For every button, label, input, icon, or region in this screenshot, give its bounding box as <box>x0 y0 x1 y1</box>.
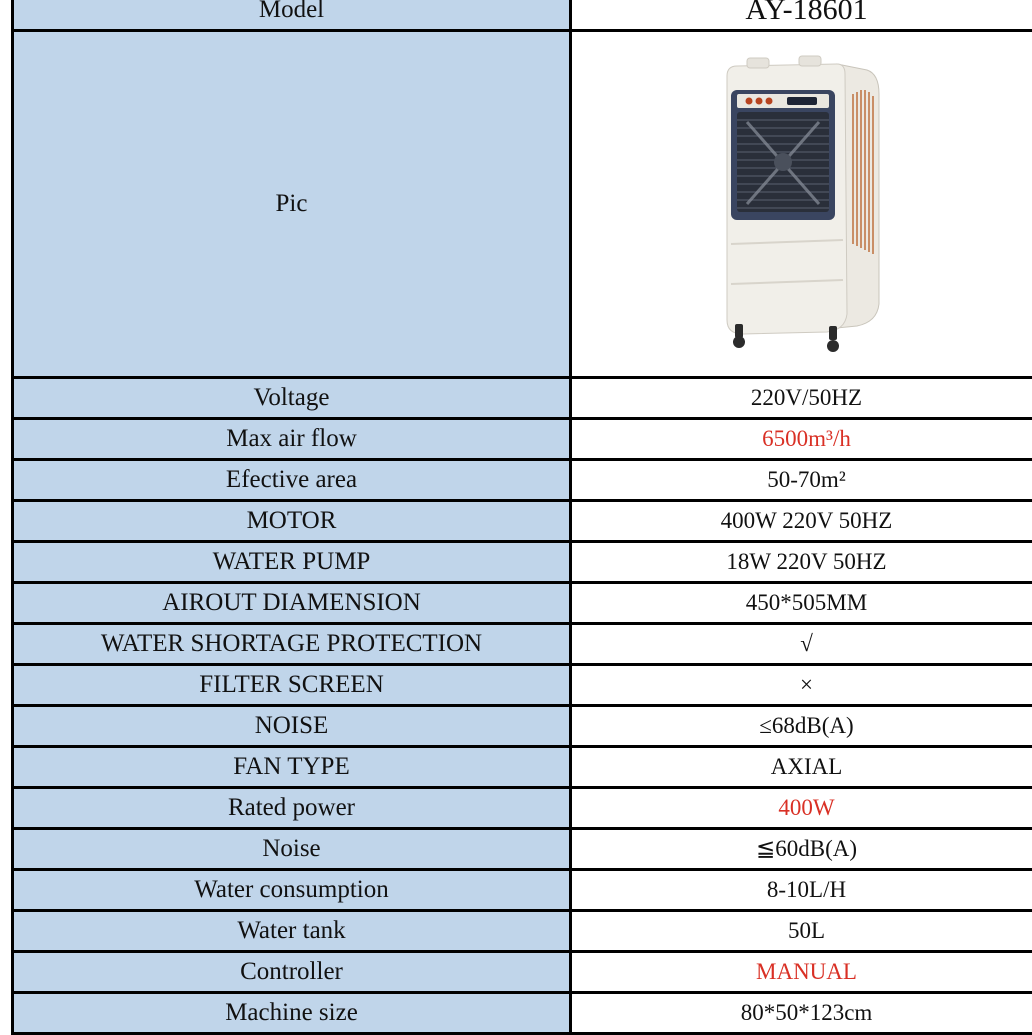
spec-row <box>13 419 1032 460</box>
spec-value: AXIAL <box>571 747 1032 788</box>
spec-label: Water consumption <box>13 870 571 911</box>
spec-label: WATER PUMP <box>13 542 571 583</box>
spec-label: AIROUT DIAMENSION <box>13 583 571 624</box>
spec-label: Noise <box>13 829 571 870</box>
spec-label: Rated power <box>13 788 571 829</box>
spec-value: 18W 220V 50HZ <box>571 542 1032 583</box>
spec-label: Machine size <box>13 993 571 1034</box>
spec-row <box>13 870 1032 911</box>
spec-row <box>13 788 1032 829</box>
model-row <box>13 0 1032 31</box>
spec-label: Water tank <box>13 911 571 952</box>
spec-row <box>13 747 1032 788</box>
spec-label: Controller <box>13 952 571 993</box>
pic-row <box>13 31 1032 378</box>
spec-row <box>13 583 1032 624</box>
spec-value: 6500m³/h <box>571 419 1032 460</box>
spec-table <box>11 0 1032 1035</box>
spec-row <box>13 542 1032 583</box>
air-cooler-photo <box>717 54 897 354</box>
pic-cell <box>571 31 1032 378</box>
pic-label: Pic <box>13 31 571 378</box>
spec-row <box>13 706 1032 747</box>
spec-value: 50-70m² <box>571 460 1032 501</box>
spec-row <box>13 665 1032 706</box>
spec-label: Efective area <box>13 460 571 501</box>
spec-row <box>13 624 1032 665</box>
spec-value: MANUAL <box>571 952 1032 993</box>
spec-value: 220V/50HZ <box>571 378 1032 419</box>
spec-value: 8-10L/H <box>571 870 1032 911</box>
spec-row <box>13 378 1032 419</box>
spec-label: WATER SHORTAGE PROTECTION <box>13 624 571 665</box>
spec-table-body <box>13 0 1032 1034</box>
spec-value: √ <box>571 624 1032 665</box>
spec-value: × <box>571 665 1032 706</box>
spec-value: 400W 220V 50HZ <box>571 501 1032 542</box>
spec-label: MOTOR <box>13 501 571 542</box>
spec-row <box>13 993 1032 1034</box>
spec-row <box>13 501 1032 542</box>
spec-value: 80*50*123cm <box>571 993 1032 1034</box>
spec-value: 400W <box>571 788 1032 829</box>
spec-label: FAN TYPE <box>13 747 571 788</box>
spec-row <box>13 460 1032 501</box>
model-value: AY-18601 <box>571 0 1032 31</box>
spec-label: FILTER SCREEN <box>13 665 571 706</box>
model-label: Model <box>13 0 571 31</box>
spec-label: NOISE <box>13 706 571 747</box>
spec-row <box>13 829 1032 870</box>
spec-value: 50L <box>571 911 1032 952</box>
spec-row <box>13 911 1032 952</box>
spec-label: Max air flow <box>13 419 571 460</box>
spec-label: Voltage <box>13 378 571 419</box>
spec-value: ≤68dB(A) <box>571 706 1032 747</box>
spec-value: 450*505MM <box>571 583 1032 624</box>
spec-row <box>13 952 1032 993</box>
spec-value: ≦60dB(A) <box>571 829 1032 870</box>
